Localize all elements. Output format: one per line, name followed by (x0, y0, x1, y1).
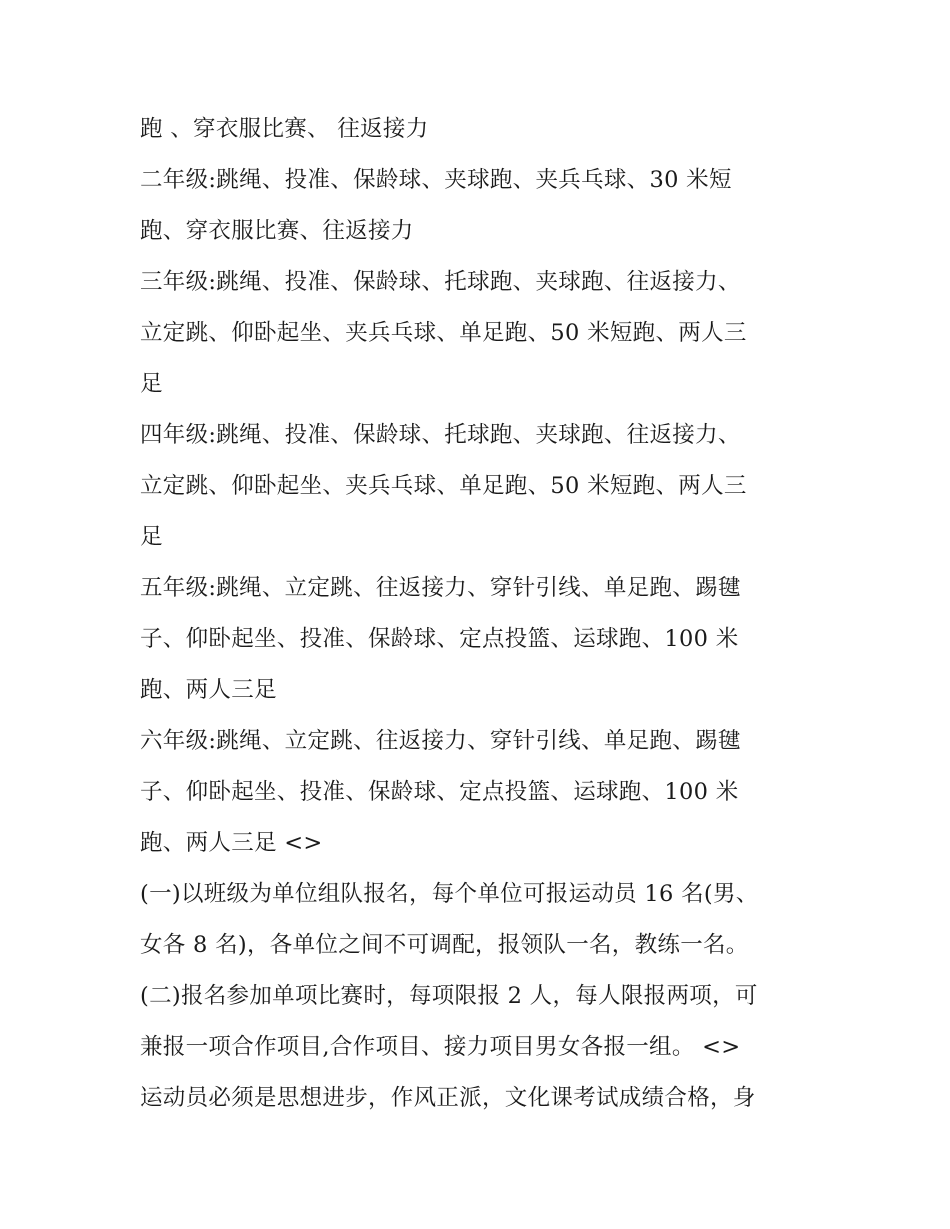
text-line: 二年级:跳绳、投准、保龄球、夹球跑、夹兵乓球、30 米短 (140, 167, 732, 193)
text-line: 立定跳、仰卧起坐、夹兵乓球、单足跑、50 米短跑、两人三 (140, 320, 747, 346)
text-line: 跑 、穿衣服比赛、 往返接力 (140, 116, 429, 142)
text-line: (一)以班级为单位组队报名，每个单位可报运动员 16 名(男、 (140, 881, 759, 907)
document-body (140, 108, 830, 1128)
text-line: 跑、穿衣服比赛、往返接力 (140, 218, 414, 244)
text-line: 跑、两人三足 <> (140, 830, 323, 856)
text-line: 兼报一项合作项目,合作项目、接力项目男女各报一组。 <> (140, 1034, 741, 1060)
text-line: 三年级:跳绳、投准、保龄球、托球跑、夹球跑、往返接力、 (140, 269, 741, 295)
text-line: 立定跳、仰卧起坐、夹兵乓球、单足跑、50 米短跑、两人三 (140, 473, 747, 499)
text-line: 运动员必须是思想进步，作风正派，文化课考试成绩合格，身 (140, 1085, 756, 1111)
text-line: 跑、两人三足 (140, 677, 277, 703)
text-line: 四年级:跳绳、投准、保龄球、托球跑、夹球跑、往返接力、 (140, 422, 741, 448)
text-line: 六年级:跳绳、立定跳、往返接力、穿针引线、单足跑、踢毽 (140, 728, 741, 754)
text-line: 子、仰卧起坐、投准、保龄球、定点投篮、运球跑、100 米 (140, 626, 739, 652)
text-line: 五年级:跳绳、立定跳、往返接力、穿针引线、单足跑、踢毽 (140, 575, 741, 601)
text-line: (二)报名参加单项比赛时，每项限报 2 人，每人限报两项，可 (140, 983, 758, 1009)
text-line: 子、仰卧起坐、投准、保龄球、定点投篮、运球跑、100 米 (140, 779, 739, 805)
text-line: 女各 8 名)，各单位之间不可调配，报领队一名，教练一名。 (140, 932, 749, 958)
text-line: 足 (140, 371, 163, 397)
text-line: 足 (140, 524, 163, 550)
